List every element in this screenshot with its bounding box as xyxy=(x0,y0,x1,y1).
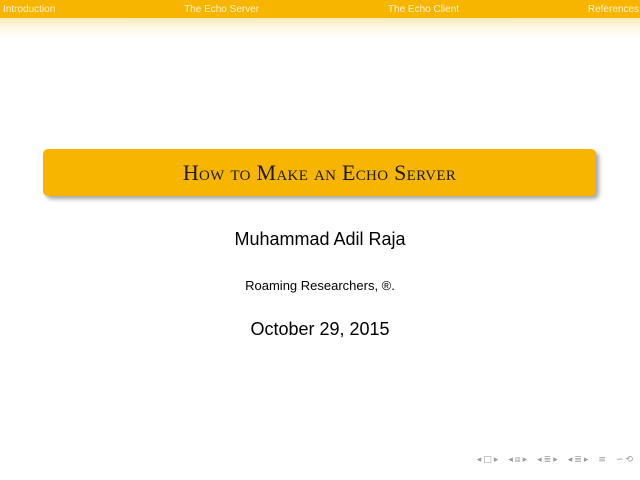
nav-item-echo-server[interactable]: The Echo Server xyxy=(184,3,260,15)
prev-subsection-icon[interactable]: ◂ xyxy=(508,455,513,465)
nav-item-introduction[interactable]: Introduction xyxy=(3,3,56,15)
presentation-date: October 29, 2015 xyxy=(250,319,390,339)
next-part-icon[interactable]: ▸ xyxy=(583,455,589,465)
beamer-navigation-symbols xyxy=(477,454,633,466)
title-block xyxy=(43,149,596,196)
nav-item-echo-client[interactable]: The Echo Client xyxy=(387,3,460,15)
frame-icon[interactable]: □ xyxy=(483,455,492,465)
part-icon[interactable]: ≣ xyxy=(574,455,582,465)
slide-title: How to Make an Echo Server xyxy=(182,159,457,185)
document-icon[interactable]: ≡ xyxy=(598,455,606,465)
prev-part-icon[interactable]: ◂ xyxy=(567,455,573,465)
section-icon[interactable]: ≣ xyxy=(543,455,552,465)
prev-section-icon[interactable]: ◂ xyxy=(537,455,542,465)
next-frame-icon[interactable]: ▸ xyxy=(493,455,499,465)
author-name: Muhammad Adil Raja xyxy=(234,229,406,249)
back-icon[interactable]: ⟲ xyxy=(625,455,633,465)
subsection-icon[interactable]: ⧈ xyxy=(514,455,521,465)
institute: Roaming Researchers, ®. xyxy=(245,278,395,293)
section-navigation-bar xyxy=(0,0,640,18)
next-section-icon[interactable]: ▸ xyxy=(553,455,558,465)
next-subsection-icon[interactable]: ▸ xyxy=(522,455,528,465)
nav-item-references[interactable]: References xyxy=(587,3,639,15)
search-icon[interactable]: ∽ xyxy=(615,455,624,465)
prev-frame-icon[interactable]: ◂ xyxy=(476,455,482,465)
header-gradient xyxy=(0,18,640,40)
